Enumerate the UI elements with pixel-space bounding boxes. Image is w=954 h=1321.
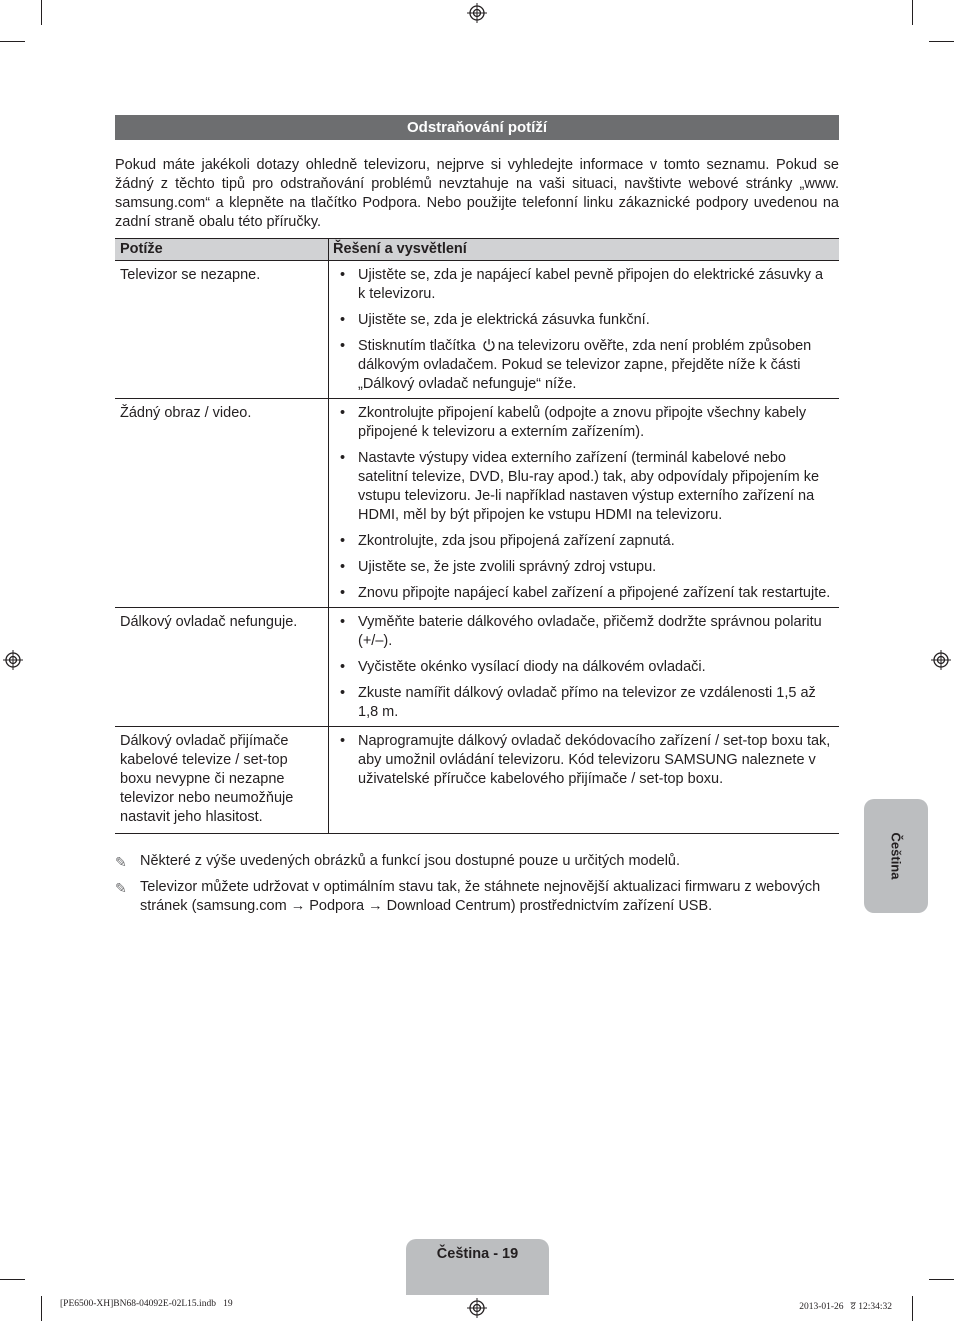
note-item: ✎ Některé z výše uvedených obrázků a funkcí jsou dostupné pouze u určitých modelů. (115, 853, 681, 870)
column-header-solution: Řešení a vysvětlení (329, 239, 840, 261)
list-item: • Zkontrolujte připojení kabelů (odpojte a znovu připojte všechny kabely připojené k televizoru a externím zařízením). (340, 405, 807, 440)
table-row (115, 261, 839, 399)
section-title: Odstraňování potíží (115, 115, 839, 140)
page-number-tab (406, 1239, 549, 1295)
list-item: • Ujistěte se, zda je napájecí kabel pevně připojen do elektrické zásuvky a k televizoru. (340, 267, 824, 302)
note-item: ✎ Televizor můžete udržovat v optimálním stavu tak, že stáhnete nejnovější aktualizaci firmwaru z webových stránek (samsung.com → Podpora → Download Centrum) prostřednictvím zařízení USB. (115, 879, 821, 914)
pencil-note-icon: ✎ (115, 854, 127, 870)
solution-cell (329, 727, 840, 834)
footer-timestamp: 2013-01-26 ꠐ 12:34:32 (799, 1302, 892, 1312)
pencil-note-icon: ✎ (115, 880, 127, 896)
solution-cell (329, 608, 840, 727)
registration-mark-icon (931, 650, 951, 670)
crop-mark (41, 0, 42, 25)
list-item: • Stisknutím tlačítka na televizoru ověřte, zda není problém způsoben dálkovým ovladačem. Pokud se televizor zapne, přejděte níže k části „Dálkový ovladač nefunguje“ níže. (340, 338, 812, 392)
problem-cell: Televizor se nezapne. (115, 261, 329, 399)
footer-file-info: [PE6500-XH]BN68-04092E-02L15.indb 19 (60, 1299, 233, 1309)
registration-mark-icon (467, 1298, 487, 1318)
power-icon (482, 338, 496, 352)
solution-list (337, 404, 834, 603)
list-item: • Zkuste namířit dálkový ovladač přímo na televizor ze vzdálenosti 1,5 až 1,8 m. (340, 685, 816, 720)
solution-list (337, 732, 834, 789)
crop-mark (0, 41, 25, 42)
problem-cell: Žádný obraz / video. (115, 399, 329, 608)
list-item: • Vyčistěte okénko vysílací diody na dálkovém ovladači. (340, 659, 706, 675)
list-item: • Zkontrolujte, zda jsou připojená zařízení zapnutá. (340, 533, 675, 549)
page-label: Čeština - 19 (436, 1246, 519, 1262)
list-item: • Nastavte výstupy videa externího zařízení (terminál kabelové nebo satelitní televize, DVD, Blu-ray apod.) tak, aby odpovídaly připojením ke vstupu televizoru. Je-li například nastaven výstup externího zařízení na HDMI, měl by být připojen ke vstupu HDMI na televizoru. (340, 450, 820, 523)
solution-list (337, 613, 834, 722)
list-item: • Naprogramujte dálkový ovladač dekódovacího zařízení / set-top boxu tak, aby umožnil ovládání televizoru. Kód televizoru SAMSUNG naleznete v uživatelské příručce kabelového přijímače / set-top boxu. (340, 733, 831, 787)
table-row (115, 727, 839, 834)
solution-cell (329, 399, 840, 608)
crop-mark (912, 1296, 913, 1321)
list-item: • Ujistěte se, zda je elektrická zásuvka funkční. (340, 312, 650, 328)
crop-mark (41, 1296, 42, 1321)
crop-mark (0, 1279, 25, 1280)
table-row (115, 608, 839, 727)
registration-mark-icon (467, 3, 487, 23)
problem-cell: Dálkový ovladač přijímače kabelové televize / set-top boxu nevypne či nezapne televizor nebo neumožňuje nastavit jeho hlasitost. (115, 727, 329, 834)
table-row (115, 399, 839, 608)
notes (115, 852, 839, 923)
list-item: • Znovu připojte napájecí kabel zařízení a připojené zařízení tak restartujte. (340, 585, 831, 601)
intro-paragraph: Pokud máte jakékoli dotazy ohledně televizoru, nejprve si vyhledejte informace v tomto seznamu. Pokud se žádný z těchto tipů pro odstraňování problémů nevztahuje na vaši situaci, navštivte webové stránky „www. samsung.com“ a klepněte na tlačítko Podpora. Nebo použijte telefonní linku zákaznické podpory uvedenou na zadní straně obalu této příručky. (115, 157, 839, 230)
crop-mark (929, 41, 954, 42)
problem-cell: Dálkový ovladač nefunguje. (115, 608, 329, 727)
solution-cell (329, 261, 840, 399)
table-header-row (115, 239, 839, 261)
list-item: • Vyměňte baterie dálkového ovladače, přičemž dodržte správnou polaritu (+/–). (340, 614, 822, 649)
crop-mark (929, 1279, 954, 1280)
list-item: • Ujistěte se, že jste zvolili správný zdroj vstupu. (340, 559, 657, 575)
registration-mark-icon (3, 650, 23, 670)
crop-mark (912, 0, 913, 25)
column-header-problem: Potíže (115, 239, 329, 261)
troubleshooting-table (115, 238, 839, 834)
solution-list (337, 266, 834, 394)
side-tab-label: Čeština (888, 832, 904, 880)
language-side-tab (864, 799, 928, 913)
